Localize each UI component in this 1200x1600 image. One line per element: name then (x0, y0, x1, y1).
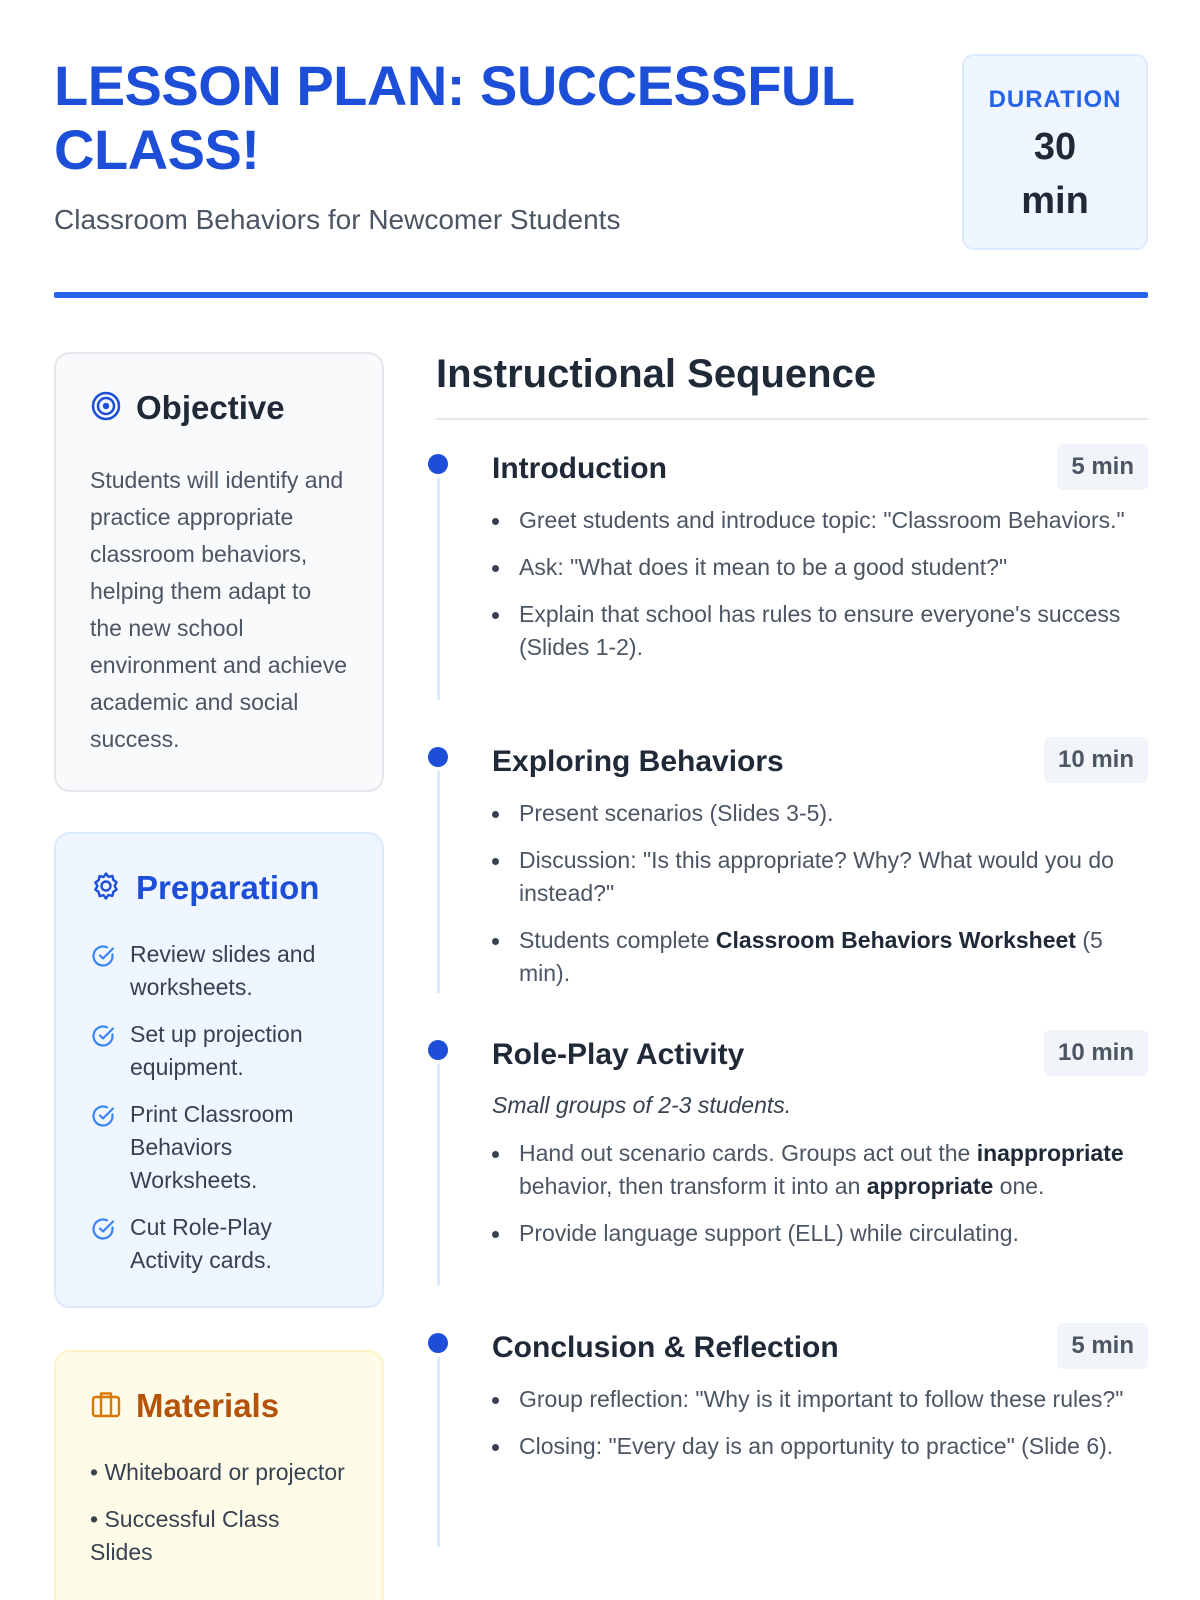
list-item: Explain that school has rules to ensure everyone's success (Slides 1-2). (492, 598, 1148, 664)
check-circle-icon (90, 1018, 116, 1084)
preparation-item-label: Set up projection equipment. (130, 1021, 303, 1080)
list-item (90, 1098, 348, 1197)
step-conclusion-reflection (436, 1331, 1148, 1581)
step-bullets (492, 1383, 1148, 1477)
check-circle-icon (90, 1098, 116, 1197)
step-exploring-behaviors (436, 745, 1148, 995)
check-circle-icon (90, 938, 116, 1004)
step-title: Conclusion & Reflection (492, 1331, 839, 1364)
header-divider (54, 292, 1148, 298)
timeline-line (437, 771, 440, 993)
list-item: Discussion: "Is this appropriate? Why? What would you do instead?" (492, 844, 1148, 910)
timeline-dot (428, 1333, 448, 1353)
duration-value: 30 min (1021, 126, 1089, 222)
objective-card (54, 352, 384, 792)
objective-text: Students will identify and practice appropriate classroom behaviors, helping them adapt to the new school environment and achieve academic and social success. (90, 467, 347, 752)
list-item: Provide language support (ELL) while circulating. (492, 1217, 1148, 1250)
preparation-list (90, 938, 348, 1277)
duration-box (962, 54, 1148, 250)
page-title: LESSON PLAN: SUCCESSFUL CLASS! (54, 54, 854, 181)
preparation-item-label: Print Classroom Behaviors Worksheets. (130, 1101, 294, 1193)
list-item (90, 938, 348, 1004)
step-title: Exploring Behaviors (492, 745, 784, 778)
timeline-line (437, 1357, 440, 1547)
materials-title: Materials (136, 1387, 280, 1424)
timeline-dot (428, 1040, 448, 1060)
step-role-play-activity (436, 1038, 1148, 1288)
preparation-title: Preparation (136, 869, 320, 906)
list-item (90, 1211, 348, 1277)
list-item: • Whiteboard or projector (90, 1459, 345, 1485)
instructional-sequence (436, 352, 1148, 1459)
list-item: Closing: "Every day is an opportunity to practice" (Slide 6). (492, 1430, 1148, 1463)
list-item: Ask: "What does it mean to be a good student?" (492, 551, 1148, 584)
timeline-dot (428, 454, 448, 474)
sequence-title: Instructional Sequence (436, 352, 877, 396)
gear-icon (90, 870, 122, 907)
preparation-item-label: Review slides and worksheets. (130, 941, 316, 1000)
step-time-badge: 10 min (1044, 737, 1148, 783)
timeline-line (437, 1064, 440, 1286)
step-time-badge: 5 min (1057, 444, 1148, 490)
step-time-badge: 10 min (1044, 1030, 1148, 1076)
list-item: Hand out scenario cards. Groups act out the inappropriate behavior, then transform it into an appropriate one. (492, 1137, 1148, 1203)
step-time-badge: 5 min (1057, 1323, 1148, 1369)
target-icon (90, 390, 122, 427)
list-item: Students complete Classroom Behaviors Worksheet (5 min). (492, 924, 1148, 990)
list-item: Present scenarios (Slides 3-5). (492, 797, 1148, 830)
timeline-line (437, 478, 440, 700)
materials-list (90, 1456, 348, 1569)
worksheet-name: Classroom Behaviors Worksheet (715, 927, 1076, 953)
step-title: Role-Play Activity (492, 1038, 745, 1071)
preparation-item-label: Cut Role-Play Activity cards. (130, 1214, 272, 1273)
objective-title: Objective (136, 389, 285, 426)
list-item (90, 1018, 348, 1084)
briefcase-icon (90, 1388, 122, 1425)
step-note: Small groups of 2-3 students. (492, 1092, 792, 1118)
list-item: Greet students and introduce topic: "Classroom Behaviors." (492, 504, 1148, 537)
timeline-dot (428, 747, 448, 767)
sequence-divider (436, 418, 1148, 420)
preparation-card (54, 832, 384, 1308)
step-bullets (492, 1137, 1148, 1264)
step-introduction (436, 452, 1148, 702)
page-subtitle: Classroom Behaviors for Newcomer Students (54, 204, 621, 235)
step-title: Introduction (492, 452, 667, 485)
step-bullets (492, 797, 1148, 1004)
header (54, 54, 1148, 300)
list-item: • Successful Class Slides (90, 1506, 280, 1565)
materials-card (54, 1350, 384, 1600)
step-bullets (492, 504, 1148, 678)
list-item: Group reflection: "Why is it important to follow these rules?" (492, 1383, 1148, 1416)
duration-label: DURATION (988, 86, 1122, 113)
check-circle-icon (90, 1211, 116, 1277)
